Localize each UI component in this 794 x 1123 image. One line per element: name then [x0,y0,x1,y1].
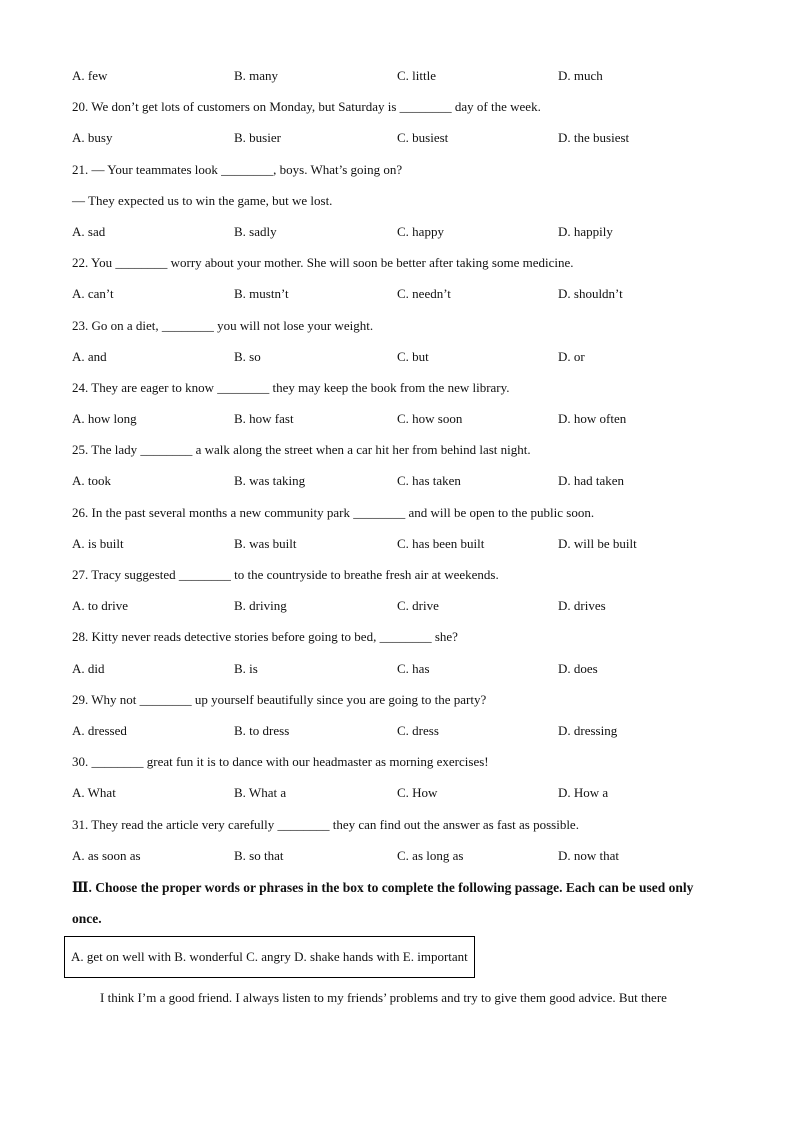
option-a: A. did [72,660,105,676]
option-c: C. has taken [397,473,461,489]
option-b: B. so [234,348,261,364]
option-a: A. and [72,348,107,364]
option-b: B. to dress [234,722,290,738]
question-stem: 21. — Your teammates look ________, boys. What’s going on? [72,161,403,177]
option-a: A. few [72,68,108,83]
question-stem-continued: — They expected us to win the game, but we lost. [72,192,333,208]
options-row [72,465,722,496]
question-stem: 31. They read the article very carefully ________ they can find out the answer as fast as possible. [72,816,579,832]
option-a: A. can’t [72,286,114,302]
option-c: C. busiest [397,130,449,146]
options-row [72,840,722,871]
question-stem: 22. You ________ worry about your mother. She will soon be better after taking some medicine. [72,255,574,271]
option-c: C. has been built [397,535,485,551]
option-a: A. took [72,473,111,489]
options-row [72,715,722,746]
options-row [72,403,722,434]
question-stem: 29. Why not ________ up yourself beautifully since you are going to the party? [72,691,487,707]
options-row [72,528,722,559]
option-c: C. has [397,660,430,676]
option-d: D. drives [558,598,606,614]
question-stem: 28. Kitty never reads detective stories before going to bed, ________ she? [72,629,458,645]
options-row [72,278,722,309]
options-row [72,122,722,153]
option-d: D. dressing [558,722,618,738]
option-b: B. driving [234,598,287,614]
option-c: C. happy [397,223,444,239]
option-c: C. drive [397,598,439,614]
option-b: B. mustn’t [234,286,289,302]
option-c: C. How [397,785,438,801]
option-a: A. dressed [72,722,127,738]
option-c: C. needn’t [397,286,451,302]
option-a: A. as soon as [72,847,141,863]
question-stem: 20. We don’t get lots of customers on Monday, but Saturday is ________ day of the week. [72,99,541,115]
option-a: A. What [72,785,116,801]
option-a: A. is built [72,535,124,551]
option-b: B. sadly [234,223,277,239]
options-row [72,777,722,808]
question-stem: 30. ________ great fun it is to dance with our headmaster as morning exercises! [72,754,489,770]
options-row [72,216,722,247]
options-row [72,653,722,684]
option-d: D. had taken [558,473,625,489]
option-c: C. but [397,348,429,364]
option-b: B. so that [234,847,284,863]
question-stem: 27. Tracy suggested ________ to the countryside to breathe fresh air at weekends. [72,567,499,582]
options-row [72,590,722,621]
option-c: C. as long as [397,847,464,863]
option-a: A. to drive [72,598,128,614]
option-c: C. dress [397,722,439,738]
option-d: D. much [558,68,603,83]
option-d: D. now that [558,847,620,863]
option-c: C. little [397,68,436,83]
question-stem: 25. The lady ________ a walk along the street when a car hit her from behind last night. [72,442,531,458]
option-d: D. How a [558,785,609,801]
word-box: A. get on well with B. wonderful C. angry D. shake hands with E. important [64,936,475,978]
option-b: B. was taking [234,473,306,489]
option-b: B. many [234,68,279,83]
section-3-heading: Ⅲ. Choose the proper words or phrases in the box to complete the following passage. Each can be used only once. [72,879,694,926]
option-c: C. how soon [397,411,463,427]
option-d: D. the busiest [558,130,630,146]
worksheet-page [72,60,722,1012]
option-a: A. sad [72,223,106,239]
question-stem: 26. In the past several months a new community park ________ and will be open to the public soon. [72,504,595,520]
question-list [72,91,722,871]
option-a: A. busy [72,130,113,146]
option-d: D. does [558,660,598,676]
question-stem: 24. They are eager to know ________ they may keep the book from the new library. [72,379,510,395]
option-b: B. how fast [234,411,294,427]
option-d: D. happily [558,223,613,239]
option-d: D. will be built [558,535,637,551]
q19-options [72,60,722,91]
option-a: A. how long [72,411,137,427]
passage-text: I think I’m a good friend. I always listen to my friends’ problems and try to give them good advice. But there [100,989,667,1005]
option-b: B. was built [234,535,297,551]
option-b: B. is [234,660,258,676]
option-d: D. or [558,348,585,364]
question-stem: 23. Go on a diet, ________ you will not lose your weight. [72,317,374,333]
option-b: B. busier [234,130,281,146]
options-row [72,341,722,372]
option-d: D. how often [558,411,627,427]
option-d: D. shouldn’t [558,286,623,302]
option-b: B. What a [234,785,287,801]
